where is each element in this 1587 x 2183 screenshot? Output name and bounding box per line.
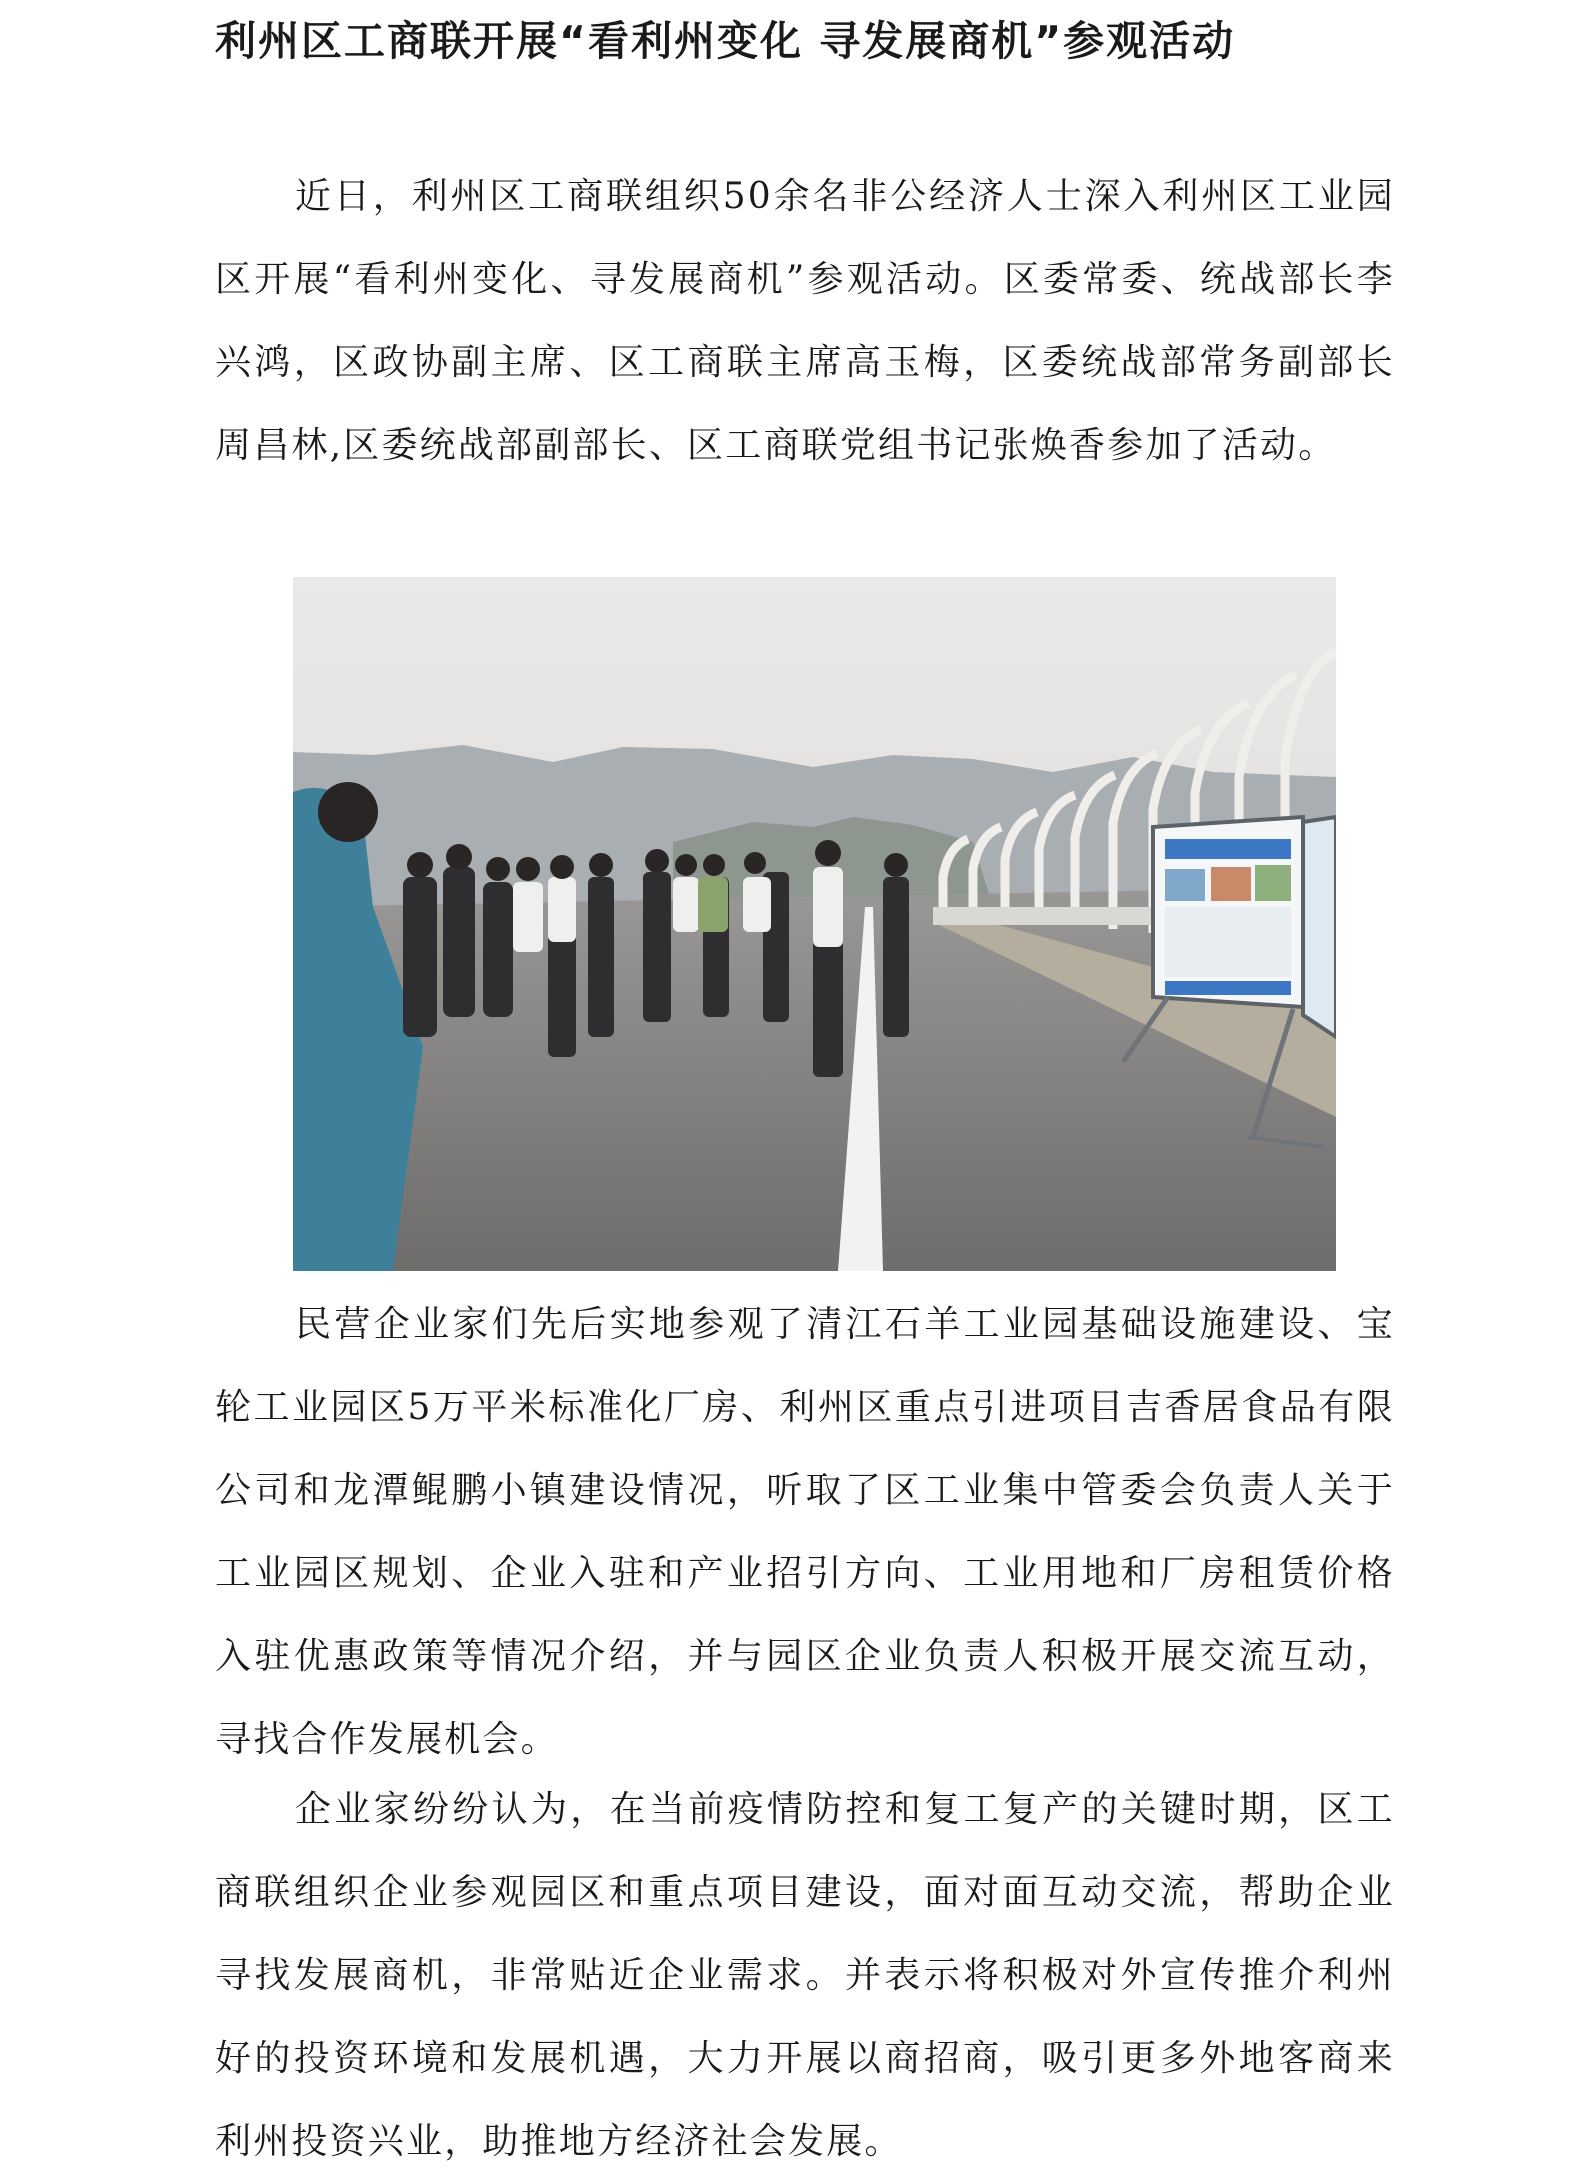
article-title: 利州区工商联开展“看利州变化 寻发展商机”参观活动 — [215, 17, 1236, 65]
paragraph-visit-details: 民营企业家们先后实地参观了清江石羊工业园基础设施建设、宝轮工业园区5万平米标准化厂房、利州区重点引进项目吉香居食品有限公司和龙潭鲲鹏小镇建设情况，听取了区工业集中管委会负责人关于工业园区规划、企业入驻和产业招引方向、工业用地和厂房租赁价格入驻优惠政策等情况介绍，并与园区企业负责人积极开展交流互动，寻找合作发展机会。 — [215, 1304, 1395, 1760]
event-photo — [293, 577, 1336, 1271]
paragraph-feedback: 企业家纷纷认为，在当前疫情防控和复工复产的关键时期，区工商联组织企业参观园区和重点项目建设，面对面互动交流，帮助企业寻找发展商机，非常贴近企业需求。并表示将积极对外宣传推介利州好的投资环境和发展机遇，大力开展以商招商，吸引更多外地客商来利州投资兴业，助推地方经济社会发展。 — [215, 1789, 1395, 2162]
paragraph-intro: 近日，利州区工商联组织50余名非公经济人士深入利州区工业园区开展“看利州变化、寻发展商机”参观活动。区委常委、统战部长李兴鸿，区政协副主席、区工商联主席高玉梅，区委统战部常务副部长周昌林,区委统战部副部长、区工商联党组书记张焕香参加了活动。 — [215, 176, 1395, 466]
